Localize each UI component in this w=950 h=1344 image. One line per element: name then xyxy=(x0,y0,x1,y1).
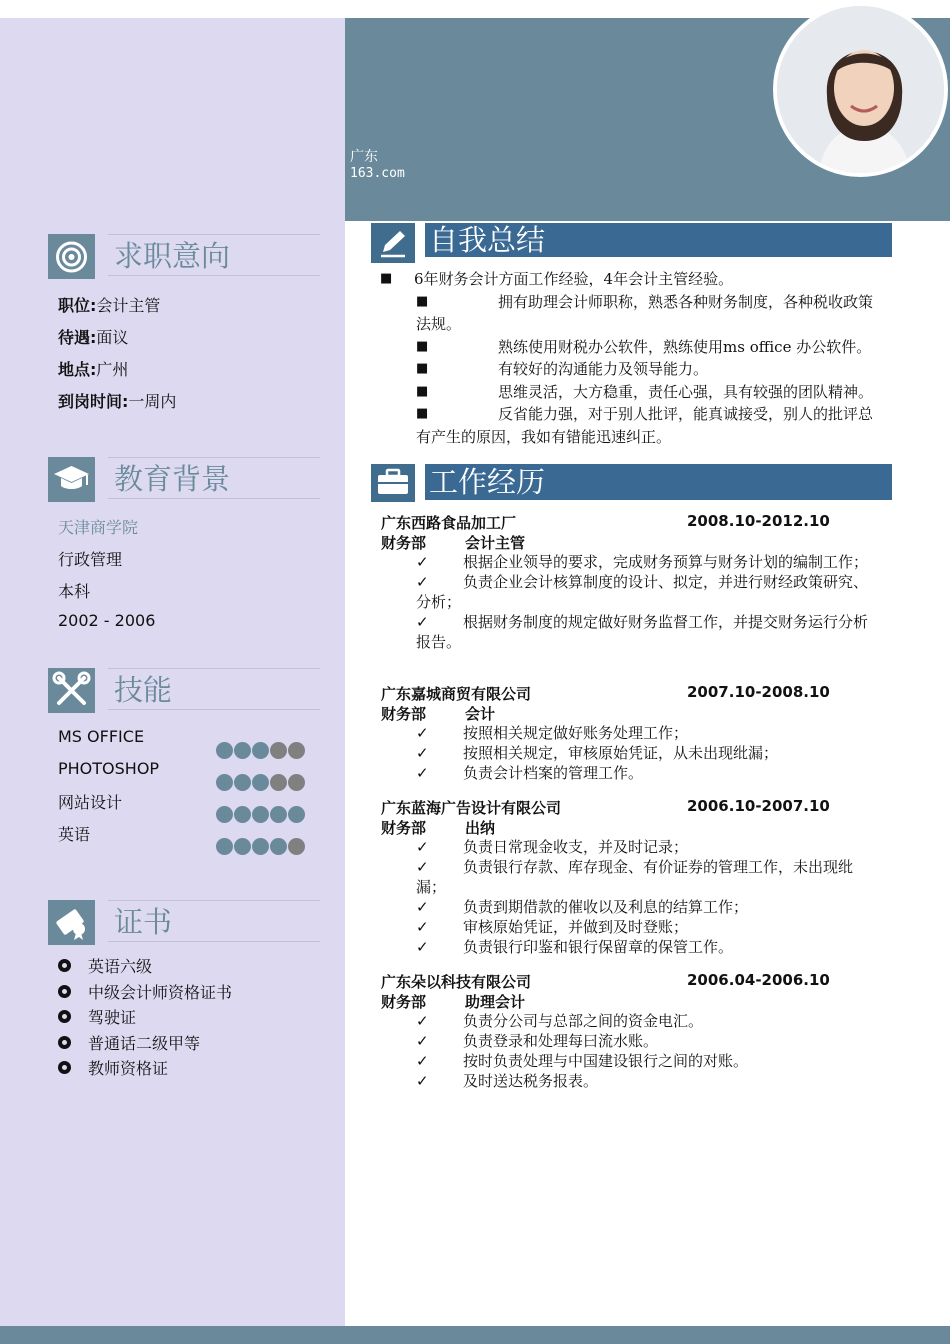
job-entry xyxy=(381,683,882,783)
job-duty: ✓ 负责银行存款、库存现金、有价证券的管理工作，未出现纰漏； xyxy=(416,858,854,896)
skill-rating xyxy=(216,806,305,823)
job-department: 财务部 xyxy=(381,819,427,837)
job-date: 2008.10-2012.10 xyxy=(687,512,830,530)
job-duty: ✓ 负责到期借款的催收以及利息的结算工作； xyxy=(416,898,749,916)
rating-dot-filled xyxy=(252,838,269,855)
job-entry xyxy=(381,512,882,652)
job-intent-position: 职位:会计主管 xyxy=(58,296,161,315)
check-icon: ✓ xyxy=(416,1052,429,1070)
job-role: 出纳 xyxy=(465,819,496,837)
job-department: 财务部 xyxy=(381,993,427,1011)
summary-header xyxy=(371,223,892,263)
certificate-item: 英语六级 xyxy=(58,954,152,977)
check-icon: ✓ xyxy=(416,858,429,876)
job-entry xyxy=(381,971,882,1091)
job-intent-section xyxy=(48,234,320,414)
rating-dot-empty xyxy=(270,774,287,791)
job-intent-salary: 待遇:面议 xyxy=(58,328,129,347)
job-company: 广东朵以科技有限公司 xyxy=(381,973,532,991)
certificates-title: 证书 xyxy=(108,900,320,942)
job-duty: ✓ 按照相关规定做好账务处理工作； xyxy=(416,724,689,742)
certificate-icon xyxy=(48,900,95,945)
skill-name: PHOTOSHOP xyxy=(58,759,160,778)
check-icon: ✓ xyxy=(416,573,429,591)
rating-dot-filled xyxy=(216,774,233,791)
avatar xyxy=(773,2,948,177)
skill-rating xyxy=(216,838,305,855)
certificate-item: 驾驶证 xyxy=(58,1005,136,1028)
pencil-icon xyxy=(371,223,415,263)
job-department: 财务部 xyxy=(381,534,427,552)
job-company: 广东蓝海广告设计有限公司 xyxy=(381,799,562,817)
skill-name: MS OFFICE xyxy=(58,727,145,746)
job-role: 会计主管 xyxy=(465,534,526,552)
rating-dot-filled xyxy=(288,806,305,823)
job-date: 2007.10-2008.10 xyxy=(687,683,830,701)
skills-title: 技能 xyxy=(108,668,320,710)
summary-point: ■ 熟练使用财税办公软件，熟练使用ms office 办公软件。 xyxy=(416,337,872,356)
check-icon: ✓ xyxy=(416,1032,429,1050)
skill-name: 英语 xyxy=(58,825,91,844)
education-title: 教育背景 xyxy=(108,457,320,499)
rating-dot-filled xyxy=(216,806,233,823)
job-date: 2006.10-2007.10 xyxy=(687,797,830,815)
job-company: 广东嘉城商贸有限公司 xyxy=(381,685,532,703)
job-duty: ✓ 根据财务制度的规定做好财务监督工作，并提交财务运行分析报告。 xyxy=(416,613,869,651)
job-role: 会计 xyxy=(465,705,496,723)
skills-section xyxy=(48,668,320,863)
footer-band xyxy=(0,1326,950,1344)
tools-icon xyxy=(48,668,95,713)
check-icon: ✓ xyxy=(416,764,429,782)
graduation-cap-icon xyxy=(48,457,95,502)
summary-point: ■ 反省能力强，对于别人批评，能真诚接受，别人的批评总有产生的原因，我如有错能迅速纠正。 xyxy=(416,405,874,446)
bullet-icon xyxy=(58,1036,71,1049)
rating-dot-filled xyxy=(270,838,287,855)
briefcase-icon xyxy=(371,464,415,502)
job-role: 助理会计 xyxy=(465,993,526,1011)
rating-dot-empty xyxy=(288,742,305,759)
job-duty: ✓ 负责银行印鉴和银行保留章的保管工作。 xyxy=(416,938,734,956)
rating-dot-filled xyxy=(234,838,251,855)
certificate-item: 中级会计师资格证书 xyxy=(58,980,232,1003)
rating-dot-filled xyxy=(252,774,269,791)
job-intent-title: 求职意向 xyxy=(108,234,320,276)
check-icon: ✓ xyxy=(416,553,429,571)
rating-dot-filled xyxy=(252,806,269,823)
check-icon: ✓ xyxy=(416,838,429,856)
job-duty: ✓ 负责分公司与总部之间的资金电汇。 xyxy=(416,1012,704,1030)
job-duty: ✓ 负责企业会计核算制度的设计、拟定，并进行财经政策研究、分析； xyxy=(416,573,869,611)
check-icon: ✓ xyxy=(416,1012,429,1030)
skill-rating xyxy=(216,742,305,759)
job-duty: ✓ 负责日常现金收支，并及时记录； xyxy=(416,838,689,856)
bullet-icon xyxy=(58,1061,71,1074)
rating-dot-filled xyxy=(216,742,233,759)
check-icon: ✓ xyxy=(416,613,429,631)
rating-dot-empty xyxy=(288,774,305,791)
education-degree: 本科 xyxy=(58,582,91,601)
skill-rating xyxy=(216,774,305,791)
check-icon: ✓ xyxy=(416,918,429,936)
certificates-section xyxy=(48,900,320,1080)
summary-point: ■ 拥有助理会计师职称，熟悉各种财务制度，各种税收政策法规。 xyxy=(416,292,874,333)
job-company: 广东西路食品加工厂 xyxy=(381,514,517,532)
education-school: 天津商学院 xyxy=(58,518,139,537)
job-intent-start-time: 到岗时间:一周内 xyxy=(58,392,177,411)
summary-point: ■ 思维灵活，大方稳重，责任心强，具有较强的团队精神。 xyxy=(416,382,874,401)
certificate-item: 教师资格证 xyxy=(58,1056,168,1079)
check-icon: ✓ xyxy=(416,898,429,916)
job-department: 财务部 xyxy=(381,705,427,723)
job-date: 2006.04-2006.10 xyxy=(687,971,830,989)
bullet-icon xyxy=(58,959,71,972)
education-period: 2002 - 2006 xyxy=(58,611,156,630)
bullet-icon xyxy=(58,1010,71,1023)
rating-dot-empty xyxy=(288,838,305,855)
summary-title: 自我总结 xyxy=(425,223,892,257)
job-duty: ✓ 按照相关规定，审核原始凭证，从未出现纰漏； xyxy=(416,744,779,762)
education-major: 行政管理 xyxy=(58,550,123,569)
check-icon: ✓ xyxy=(416,1072,429,1090)
rating-dot-filled xyxy=(216,838,233,855)
job-duty: ✓ 根据企业领导的要求，完成财务预算与财务计划的编制工作； xyxy=(416,553,869,571)
job-intent-location: 地点:广州 xyxy=(58,360,129,379)
header-location: 广东 xyxy=(350,149,378,165)
header-email: 163.com xyxy=(350,166,405,181)
check-icon: ✓ xyxy=(416,724,429,742)
skill-name: 网站设计 xyxy=(58,793,123,812)
experience-title: 工作经历 xyxy=(425,464,892,500)
rating-dot-filled xyxy=(270,806,287,823)
job-duty: ✓ 审核原始凭证，并做到及时登账； xyxy=(416,918,689,936)
check-icon: ✓ xyxy=(416,744,429,762)
rating-dot-filled xyxy=(234,806,251,823)
check-icon: ✓ xyxy=(416,938,429,956)
rating-dot-filled xyxy=(234,774,251,791)
job-duty: ✓ 负责会计档案的管理工作。 xyxy=(416,764,644,782)
job-entry xyxy=(381,797,882,957)
rating-dot-filled xyxy=(252,742,269,759)
summary-point: ■ 有较好的沟通能力及领导能力。 xyxy=(416,360,709,378)
certificate-item: 普通话二级甲等 xyxy=(58,1031,200,1054)
rating-dot-empty xyxy=(270,742,287,759)
summary-body xyxy=(380,268,882,448)
target-icon xyxy=(48,234,95,279)
education-section xyxy=(48,457,320,637)
job-duty: ✓ 负责登录和处理每曰流水账。 xyxy=(416,1032,659,1050)
bullet-icon xyxy=(58,985,71,998)
job-duty: ✓ 及时送达税务报表。 xyxy=(416,1072,599,1090)
rating-dot-filled xyxy=(234,742,251,759)
experience-header xyxy=(371,464,892,504)
summary-lead: ■ 6年财务会计方面工作经验，4年会计主管经验。 xyxy=(380,268,882,291)
job-duty: ✓ 按时负责处理与中国建设银行之间的对账。 xyxy=(416,1052,749,1070)
